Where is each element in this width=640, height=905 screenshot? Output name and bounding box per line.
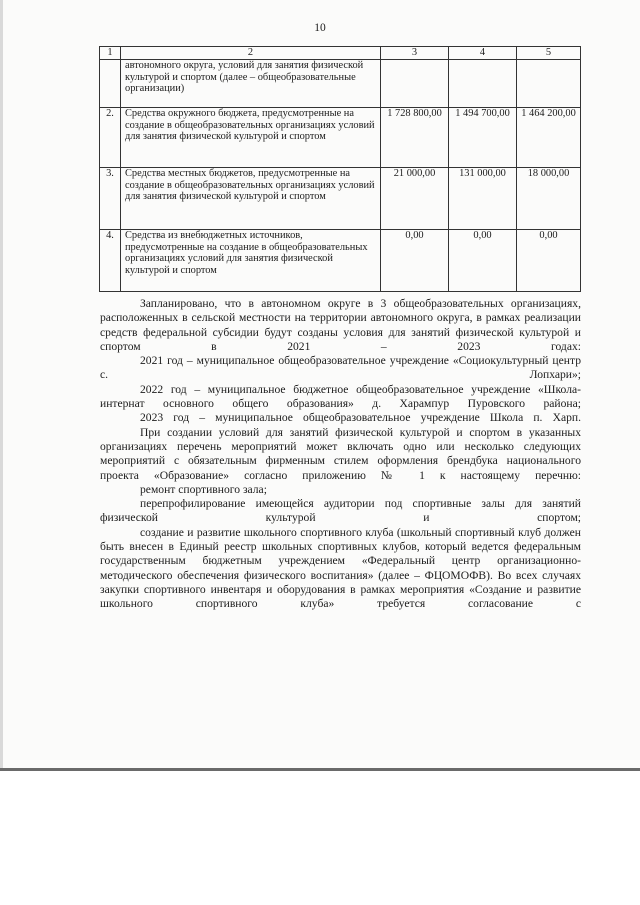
header-cell: 1 <box>100 47 121 60</box>
funding-table <box>99 46 581 292</box>
row-number: 2. <box>100 108 121 168</box>
value-2021: 1 728 800,00 <box>381 108 449 168</box>
header-cell: 3 <box>381 47 449 60</box>
row-description: автономного округа, условий для занятия физической культурой и спортом (далее – общеобразовательные организации) <box>121 60 381 108</box>
value-2023 <box>517 60 581 108</box>
value-2021: 21 000,00 <box>381 168 449 230</box>
table-row <box>100 108 581 168</box>
paragraph: ремонт спортивного зала; <box>140 482 267 496</box>
table-row <box>100 60 581 108</box>
paragraph: 2022 год – муниципальное бюджетное общеобразовательное учреждение «Школа-интернат основного общего образования» д. Харампур Пуровского района; <box>100 382 581 411</box>
value-2022: 131 000,00 <box>449 168 517 230</box>
paragraph: 2023 год – муниципальное общеобразовательное учреждение Школа п. Харп. <box>140 411 581 425</box>
row-description: Средства местных бюджетов, предусмотренные на создание в общеобразовательных организациях условий для занятия физической культурой и спортом <box>121 168 381 230</box>
value-2022 <box>449 60 517 108</box>
value-2023: 0,00 <box>517 230 581 292</box>
row-number <box>100 60 121 108</box>
header-cell: 2 <box>121 47 381 60</box>
table-row <box>100 168 581 230</box>
row-number: 4. <box>100 230 121 292</box>
header-cell: 4 <box>449 47 517 60</box>
row-description: Средства из внебюджетных источников, предусмотренные на создание в общеобразовательных организациях условий для занятия физической культурой и спортом <box>121 230 381 292</box>
body-text <box>100 297 581 612</box>
row-number: 3. <box>100 168 121 230</box>
paragraph: 2021 год – муниципальное общеобразовательное учреждение «Социокультурный центр с. Лопхари»; <box>100 354 581 382</box>
table-row <box>100 230 581 292</box>
header-cell: 5 <box>517 47 581 60</box>
scan-bottom-edge <box>0 768 640 771</box>
value-2023: 18 000,00 <box>517 168 581 230</box>
page-number: 10 <box>314 22 326 34</box>
paragraph: При создании условий для занятий физической культурой и спортом в указанных организациях перечень мероприятий может включать одно или несколько следующих мероприятий с обязательным фирменным стилем оформления брендбука национального проекта «Образование» согласно приложению № 1 к настоящему перечню: <box>100 425 581 482</box>
paragraph: Запланировано, что в автономном округе в 3 общеобразовательных организациях, расположенных в сельской местности на территории автономного округа, в рамках реализации средств федеральной субсидии будут созданы условия для занятий физической культурой и спортом в 2021 – 2023 годах: <box>100 297 581 353</box>
value-2022: 1 494 700,00 <box>449 108 517 168</box>
scan-shadow <box>0 0 3 770</box>
value-2023: 1 464 200,00 <box>517 108 581 168</box>
row-description: Средства окружного бюджета, предусмотренные на создание в общеобразовательных организациях условий для занятия физической культурой и спортом <box>121 108 381 168</box>
table-header-row <box>100 47 581 60</box>
value-2021: 0,00 <box>381 230 449 292</box>
paragraph: перепрофилирование имеющейся аудитории под спортивные залы для занятий физической культурой и спортом; <box>100 497 581 525</box>
value-2021 <box>381 60 449 108</box>
paragraph: создание и развитие школьного спортивного клуба (школьный спортивный клуб должен быть внесен в Единый реестр школьных спортивных клубов, который ведется федеральным государственным бюджетным учреждением «Федеральный центр организационно-методического обеспечения физического воспитания» (далее – ФЦОМОФВ). Во всех случаях закупки спортивного инвентаря и оборудования в рамках мероприятия «Создание и развитие школьного спортивного клуба» требуется согласование с <box>100 525 581 611</box>
value-2022: 0,00 <box>449 230 517 292</box>
